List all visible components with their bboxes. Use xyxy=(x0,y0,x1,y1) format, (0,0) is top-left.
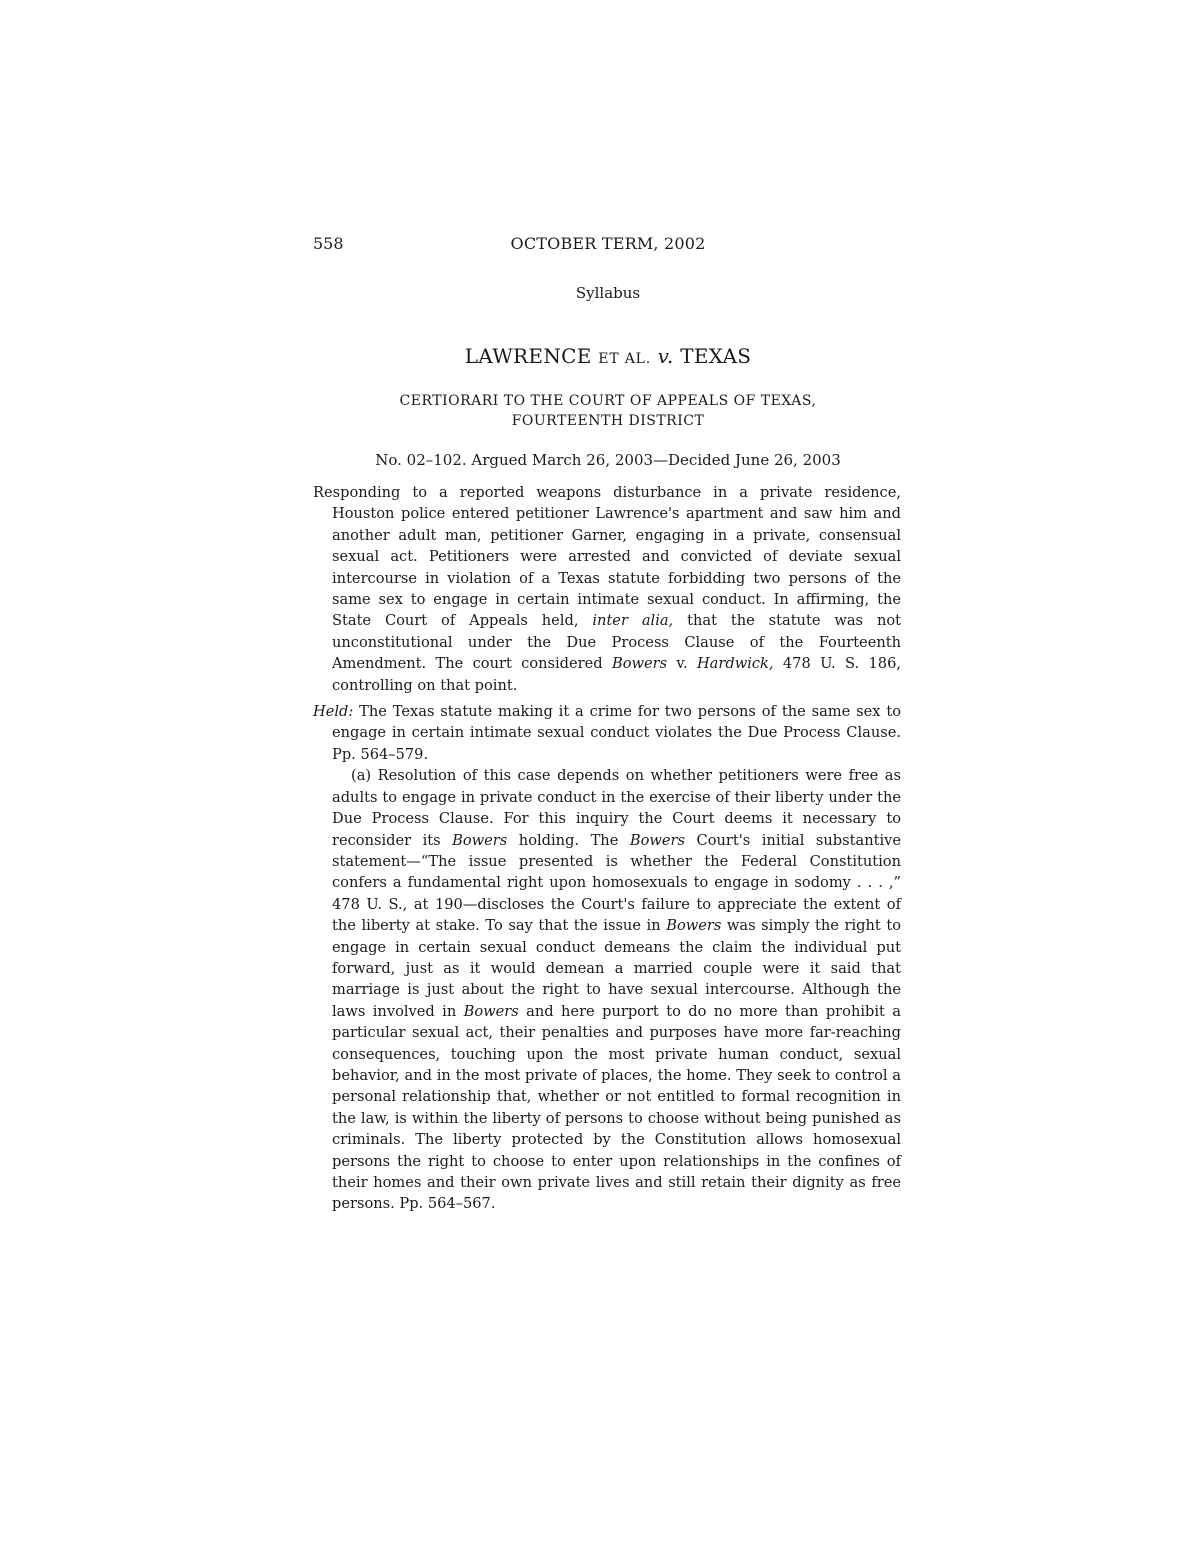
certiorari-heading xyxy=(313,391,903,431)
petitioner-name: LAWRENCE xyxy=(464,344,592,368)
respondent-name: TEXAS xyxy=(680,344,752,368)
page-number: 558 xyxy=(313,234,344,253)
case-cite-bowers: Bowers xyxy=(611,655,668,673)
case-cite-hardwick: Hardwick, xyxy=(696,655,774,673)
et-al: ET AL. xyxy=(598,351,651,367)
versus: v. xyxy=(657,344,674,368)
case-title xyxy=(313,342,903,373)
syllabus-body xyxy=(313,482,901,1215)
docket-line: No. 02–102. Argued March 26, 2003—Decided June 26, 2003 xyxy=(375,451,841,469)
term-heading: OCTOBER TERM, 2002 xyxy=(510,234,706,253)
held-label: Held: xyxy=(313,703,354,721)
certiorari-line-1: CERTIORARI TO THE COURT OF APPEALS OF TEXAS, xyxy=(399,393,817,409)
held-paragraph: Held: The Texas statute making it a crime for two persons of the same sex to engage in certain intimate sexual conduct violates the Due Process Clause. Pp. 564–579. xyxy=(313,703,901,763)
point-a-paragraph: (a) Resolution of this case depends on whether petitioners were free as adults to engage in private conduct in the exercise of their liberty under the Due Process Clause. For this inquiry the Court deems it necessary to reconsider its Bowers holding. The Bowers Court's initial substantive statement—“The issue presented is whether the Federal Constitution confers a fundamental right upon homosexuals to engage in sodomy . . . ,” 478 U. S., at 190—discloses the Court's failure to appreciate the extent of the liberty at stake. To say that the issue in Bowers was simply the right to engage in certain sexual conduct demeans the claim the individual put forward, just as it would demean a married couple were it said that marriage is just about the right to have sexual intercourse. Although the laws involved in Bowers and here purport to do no more than prohibit a particular sexual act, their penalties and purposes have more far-reaching consequences, touching upon the most private human conduct, sexual behavior, and in the most private of places, the home. They seek to control a personal relationship that, whether or not entitled to formal recognition in the law, is within the liberty of persons to choose without being punished as criminals. The liberty protected by the Constitution allows homosexual persons the right to choose to enter upon relationships in the confines of their homes and their own private lives and still retain their dignity as free persons. Pp. 564–567. xyxy=(332,767,902,1213)
summary-paragraph: Responding to a reported weapons disturbance in a private residence, Houston police entered petitioner Lawrence's apartment and saw him and another adult man, petitioner Garner, engaging in a private, consensual sexual act. Petitioners were arrested and convicted of deviate sexual intercourse in violation of a Texas statute forbidding two persons of the same sex to engage in certain intimate sexual conduct. In affirming, the State Court of Appeals held, inter alia, that the statute was not unconstitutional under the Due Process Clause of the Fourteenth Amendment. The court considered Bowers v. Hardwick, 478 U. S. 186, controlling on that point. xyxy=(313,484,901,694)
certiorari-line-2: FOURTEENTH DISTRICT xyxy=(511,413,705,429)
inter-alia: inter alia, xyxy=(592,612,674,630)
section-label: Syllabus xyxy=(575,284,641,302)
running-head xyxy=(313,232,903,256)
